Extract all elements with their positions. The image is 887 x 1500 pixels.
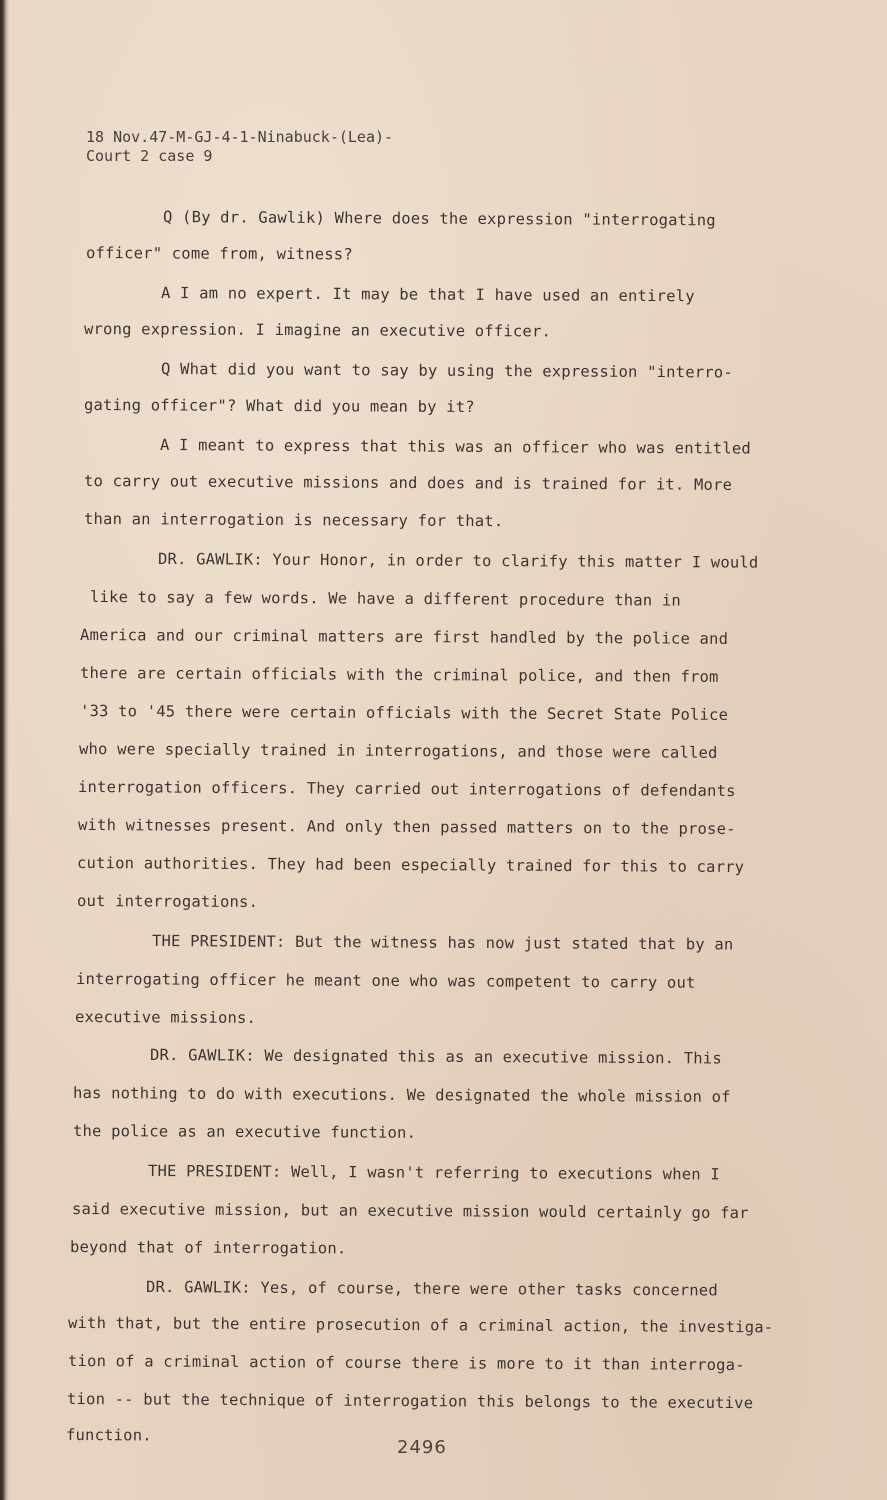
page-number: 2496 (397, 1437, 447, 1458)
transcript-line: executive missions. (74, 1008, 257, 1027)
header-line-1: 18 Nov.47-M-GJ-4-1-Ninabuck-(Lea)- (86, 128, 394, 146)
transcript-line: wrong expression. I imagine an executive officer. (83, 320, 552, 341)
page-edge-shadow (0, 0, 9, 1500)
transcript-line: out interrogations. (76, 892, 259, 911)
transcript-line: the police as an executive function. (72, 1122, 417, 1142)
transcript-line: Q What did you want to say by using the expression "interro- (160, 360, 733, 382)
transcript-line: interrogation officers. They carried out interrogations of defendants (77, 778, 736, 801)
transcript-line: to carry out executive missions and does and is trained for it. More (83, 472, 733, 494)
transcript-line: gating officer"? What did you mean by it? (83, 396, 475, 417)
transcript-line: like to say a few words. We have a different procedure than in (89, 588, 682, 610)
transcript-line: THE PRESIDENT: But the witness has now just stated that by an (151, 932, 734, 954)
transcript-line: function. (65, 1426, 152, 1445)
document-header (86, 128, 393, 166)
transcript-line: '33 to '45 there were certain officials with the Secret State Police (79, 702, 729, 724)
transcript-line: tion -- but the technique of interrogation this belongs to the executive (66, 1390, 754, 1413)
transcript-line: officer" come from, witness? (85, 244, 353, 264)
transcript-line: Q (By dr. Gawlik) Where does the expression "interrogating (162, 208, 716, 230)
transcript-line: DR. GAWLIK: Yes, of course, there were other tasks concerned (145, 1278, 718, 1300)
transcript-line: interrogating officer he meant one who was competent to carry out (75, 970, 696, 992)
transcript-line: A I am no expert. It may be that I have used an entirely (160, 284, 695, 306)
transcript-line: cution authorities. They had been especially trained for this to carry (76, 854, 745, 877)
transcript-line: has nothing to do with executions. We designated the whole mission of (72, 1084, 731, 1107)
transcript-line: with witnesses present. And only then passed matters on to the prose- (77, 816, 736, 839)
transcript-line: tion of a criminal action of course there is more to it than interroga- (67, 1352, 745, 1375)
transcript-line: said executive mission, but an executive mission would certainly go far (71, 1200, 749, 1223)
transcript-line: A I meant to express that this was an officer who was entitled (159, 436, 752, 458)
transcript-line: THE PRESIDENT: Well, I wasn't referring to executions when I (147, 1162, 720, 1184)
transcript-line: beyond that of interrogation. (69, 1238, 347, 1258)
transcript-line: DR. GAWLIK: We designated this as an executive mission. This (149, 1046, 722, 1068)
transcript-line: there are certain officials with the criminal police, and then from (79, 664, 719, 686)
transcript-line: than an interrogation is necessary for that. (83, 510, 504, 531)
transcript-line: America and our criminal matters are first handled by the police and (79, 626, 729, 648)
transcript-line: DR. GAWLIK: Your Honor, in order to clarify this matter I would (157, 550, 759, 572)
transcript-line: with that, but the entire prosecution of a criminal action, the investiga- (67, 1314, 774, 1337)
header-line-2: Court 2 case 9 (86, 147, 213, 165)
transcript-line: who were specially trained in interrogations, and those were called (78, 740, 718, 762)
